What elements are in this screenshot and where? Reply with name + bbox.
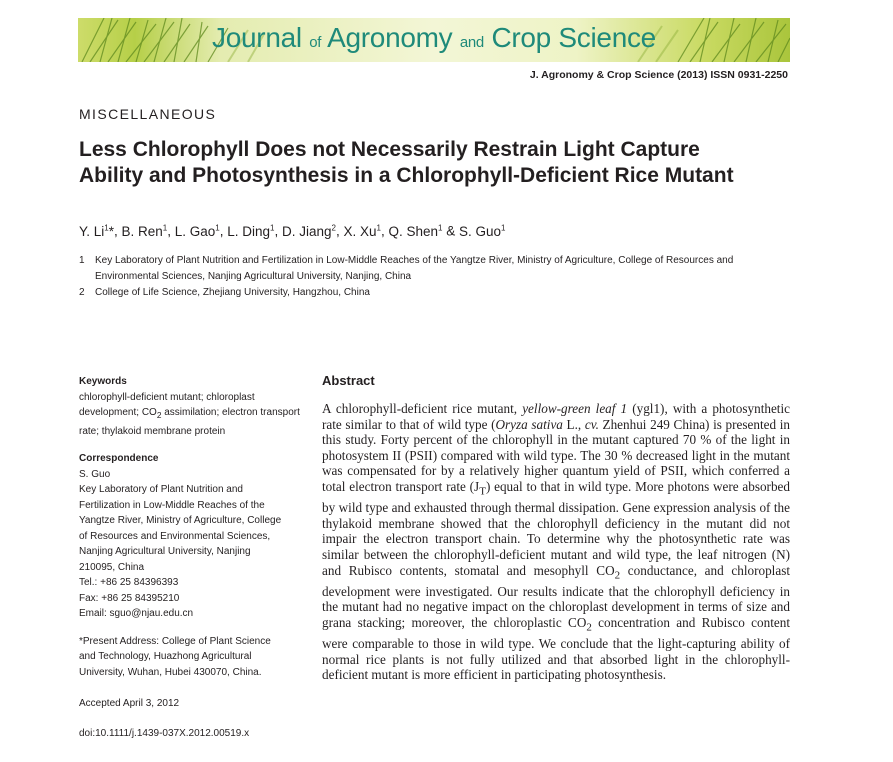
correspondence-fax: Fax: +86 25 84395210 (79, 592, 180, 604)
author-name[interactable]: L. Ding$^1$ (227, 223, 275, 239)
correspondence-line: 210095, China (79, 561, 145, 573)
author-affiliation-ref: 1 (376, 223, 381, 232)
author-name[interactable]: B. Ren$^1$ (121, 223, 168, 239)
author-affiliation-ref: 1 (104, 223, 109, 232)
correspondence-email[interactable]: Email: sguo@njau.edu.cn (79, 608, 194, 619)
author-affiliation-ref: 1 (270, 223, 275, 232)
journal-title[interactable]: Journal of Agronomy and Crop Science (212, 22, 656, 53)
article-info-sidebar (79, 374, 311, 741)
correspondence-line: Fertilization in Low-Middle Reaches of the (79, 499, 265, 511)
correspondence-line: Yangtze River, Ministry of Agriculture, College (79, 515, 282, 526)
author-name[interactable]: S. Guo$^1$ (459, 223, 506, 239)
article-title: Less Chlorophyll Does not Necessarily Restrain Light Capture Ability and Photosynthesis in a Chlorophyll-Deficient Rice Mutant (79, 138, 734, 187)
author-name[interactable]: Y. Li$^1$* (79, 223, 114, 239)
correspondence-heading: Correspondence (79, 453, 159, 464)
author-name[interactable]: Q. Shen$^1$ (388, 223, 443, 239)
abstract-text: A chlorophyll-deficient rice mutant, yellow-green leaf 1 (ygl1), with a photosynthetic rate similar to that of wild type (Oryza sativa L., cv. Zhenhui 249 China) is presented in this study. Forty percent of the chlorophyll in the mutant captured 70 % of the light in photosystem II (PSII) compared with wild type. The 30 % decreased light in the mutant was compensated for by a relatively higher quantum yield of PSII, which conferred a total electron transport rate $(J_T)$ equal to that in wild type. More photons were absorbed by wild type and exhausted through thermal dissipation. Gene expression analysis of the thylakoid membrane showed that the chlorophyll deficiency in the mutant did not impair the electron transport chain. To determine why the photosynthetic rate was similar between the chlorophyll-deficient mutant and wild type, the leaf nitrogen (N) and Rubisco contents, stomatal and mesophyll $CO_2$ conductance, and chloroplast development were investigated. Our results indicate that the chlorophyll deficiency in the mutant had no negative impact on the chloroplast development in terms of size and grana stacking; moreover, the chloroplastic $CO_2$ concentration and Rubisco content were comparable to those in wild type. We conclude that the light-capturing ability of normal rice plants is not fully utilized and that absorbed light in the chlorophyll-deficient mutant is more efficient in participating photosynthesis. (322, 401, 790, 683)
correspondence-line: Nanjing Agricultural University, Nanjing (79, 546, 251, 557)
keywords-text: chlorophyll-deficient mutant; chloroplast development; $CO_2$ assimilation; electron transport rate; thylakoid membrane protein (79, 391, 300, 437)
present-address: *Present Address: College of Plant Science and Technology, Huazhong Agricultural University, Wuhan, Hubei 430070, China. (79, 635, 271, 678)
keywords-heading: Keywords (79, 376, 127, 387)
author-name[interactable]: D. Jiang$^2$ (282, 223, 336, 239)
author-list: Y. Li$^1$*, B. Ren$^1$, L. Gao$^1$, L. Ding$^1$, D. Jiang$^2$, X. Xu$^1$, Q. Shen$^1$ & S. Guo$^1$ (79, 223, 506, 239)
correspondence-line: of Resources and Environmental Sciences, (79, 530, 271, 542)
author-name[interactable]: L. Gao$^1$ (174, 223, 220, 239)
author-affiliation-ref: 1 (162, 223, 168, 232)
author-name[interactable]: X. Xu$^1$ (343, 223, 381, 239)
correspondence-tel: Tel.: +86 25 84396393 (79, 577, 179, 588)
author-affiliation-ref: 1 (438, 223, 443, 232)
author-affiliation-ref: 1 (215, 223, 220, 232)
journal-citation: J. Agronomy & Crop Science (2013) ISSN 0931-2250 (529, 69, 788, 81)
abstract-heading: Abstract (322, 373, 375, 388)
section-label: MISCELLANEOUS (79, 106, 217, 122)
affiliation-1: 1 Key Laboratory of Plant Nutrition and Fertilization in Low-Middle Reaches of the Yangtze River, Ministry of Agriculture, College of Resources and Environmental Sciences, Nanjing Agricultural University, Nanjing, China (79, 255, 734, 282)
correspondence-block (79, 467, 311, 622)
accepted-date: Accepted April 3, 2012 (79, 698, 180, 709)
doi-link[interactable]: doi:10.1111/j.1439-037X.2012.00519.x (79, 727, 250, 739)
correspondence-line: Key Laboratory of Plant Nutrition and (79, 484, 243, 495)
author-affiliation-ref: 2 (331, 223, 336, 232)
affiliation-2: 2 College of Life Science, Zhejiang University, Hangzhou, China (79, 287, 370, 298)
author-affiliation-ref: 1 (501, 223, 506, 232)
affiliations (79, 253, 779, 301)
journal-banner (78, 18, 790, 62)
correspondence-line: S. Guo (79, 468, 111, 480)
